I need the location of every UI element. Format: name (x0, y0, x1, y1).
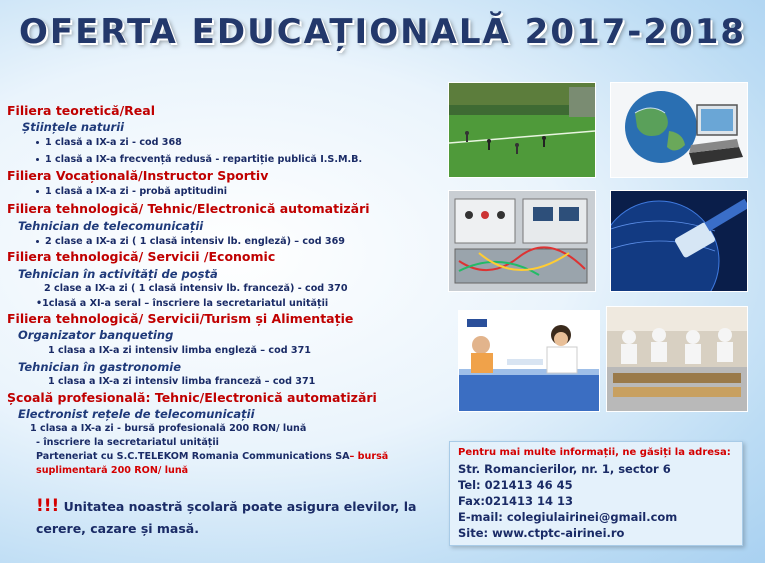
section-title: Filiera Vocațională/Instructor Sportiv (7, 168, 269, 183)
section-subtitle: Organizator banqueting (18, 328, 174, 342)
section-subtitle: Electronist rețele de telecomunicații (18, 407, 255, 421)
list-item-text-red: – bursă (349, 451, 389, 462)
contact-info-box (449, 441, 743, 546)
contact-heading: Pentru mai multe informații, ne găsiți la adresa: (458, 447, 731, 458)
list-item-text: Parteneriat cu S.C.TELEKOM Romania Communications SA (36, 451, 350, 462)
section-subtitle: Tehnician în gastronomie (18, 360, 182, 374)
bullet-icon (36, 190, 39, 193)
kitchen-photo (606, 306, 748, 412)
list-item-text: 1 clasă a IX-a frecvență redusă - repartiție publică I.S.M.B. (45, 154, 363, 165)
network-cable-photo (610, 190, 748, 292)
section-title: Școală profesională: Tehnic/Electronică automatizări (7, 390, 377, 405)
kitchen-image (607, 307, 747, 411)
section-title: Filiera tehnologică/ Tehnic/Electronică automatizări (7, 201, 370, 216)
bullet-icon (36, 158, 39, 161)
contact-phone: Tel: 021413 46 45 (458, 478, 573, 492)
list-item: - înscriere la secretariatul unității (36, 437, 219, 448)
section-title: Filiera tehnologică/ Servicii /Economic (7, 249, 276, 264)
contact-fax: Fax:021413 14 13 (458, 494, 573, 508)
list-item: 2 clase a IX-a zi ( 1 clasă intensiv lb. franceză) - cod 370 (44, 283, 348, 294)
football-field-image (449, 83, 595, 177)
section-subtitle: Științele naturii (22, 120, 125, 134)
note-line: cerere, cazare și masă. (36, 521, 199, 536)
bullet-icon (36, 240, 39, 243)
section-title: Filiera tehnologică/ Servicii/Turism și Alimentație (7, 311, 354, 326)
section-title: Filiera teoretică/Real (7, 103, 155, 118)
accommodation-note (36, 495, 416, 540)
contact-website[interactable]: Site: www.ctptc-airinei.ro (458, 526, 625, 540)
section-subtitle: Tehnician în activități de poștă (18, 267, 218, 281)
list-item: 1 clasa a IX-a zi - bursă profesională 200 RON/ lună (30, 423, 307, 434)
note-line: Unitatea noastră școlară poate asigura elevilor, la (59, 499, 417, 514)
globe-laptop-image (611, 83, 747, 177)
contact-address: Str. Romancierilor, nr. 1, sector 6 (458, 462, 671, 476)
list-item-text: 1 clasă a IX-a zi - probă aptitudini (45, 186, 228, 197)
list-item (36, 137, 182, 148)
list-item: suplimentară 200 RON/ lună (36, 465, 189, 476)
page-title: OFERTA EDUCAȚIONALĂ 2017-2018 (18, 12, 747, 52)
electronics-lab-image (449, 191, 595, 291)
electronics-lab-photo (448, 190, 596, 292)
list-item (36, 451, 388, 462)
list-item-text: 1 clasă a IX-a zi - cod 368 (45, 137, 182, 148)
list-item: 1 clasa a IX-a zi intensiv limba franceză – cod 371 (48, 376, 316, 387)
list-item: •1clasă a XI-a seral – înscriere la secretariatul unității (36, 298, 329, 309)
contact-email[interactable]: E-mail: colegiulairinei@gmail.com (458, 510, 678, 524)
football-field-photo (448, 82, 596, 178)
list-item (36, 236, 345, 247)
post-office-photo (458, 310, 600, 412)
exclamation-text: !!! (36, 496, 60, 516)
list-item (36, 186, 227, 197)
bullet-icon (36, 141, 39, 144)
post-office-image (459, 311, 599, 411)
list-item (36, 154, 362, 165)
list-item-text: 2 clase a IX-a zi ( 1 clasă intensiv lb. engleză) – cod 369 (45, 236, 345, 247)
network-cable-image (611, 191, 747, 291)
globe-laptop-photo (610, 82, 748, 178)
section-subtitle: Tehnician de telecomunicații (18, 219, 204, 233)
list-item: 1 clasa a IX-a zi intensiv limba engleză – cod 371 (48, 345, 311, 356)
